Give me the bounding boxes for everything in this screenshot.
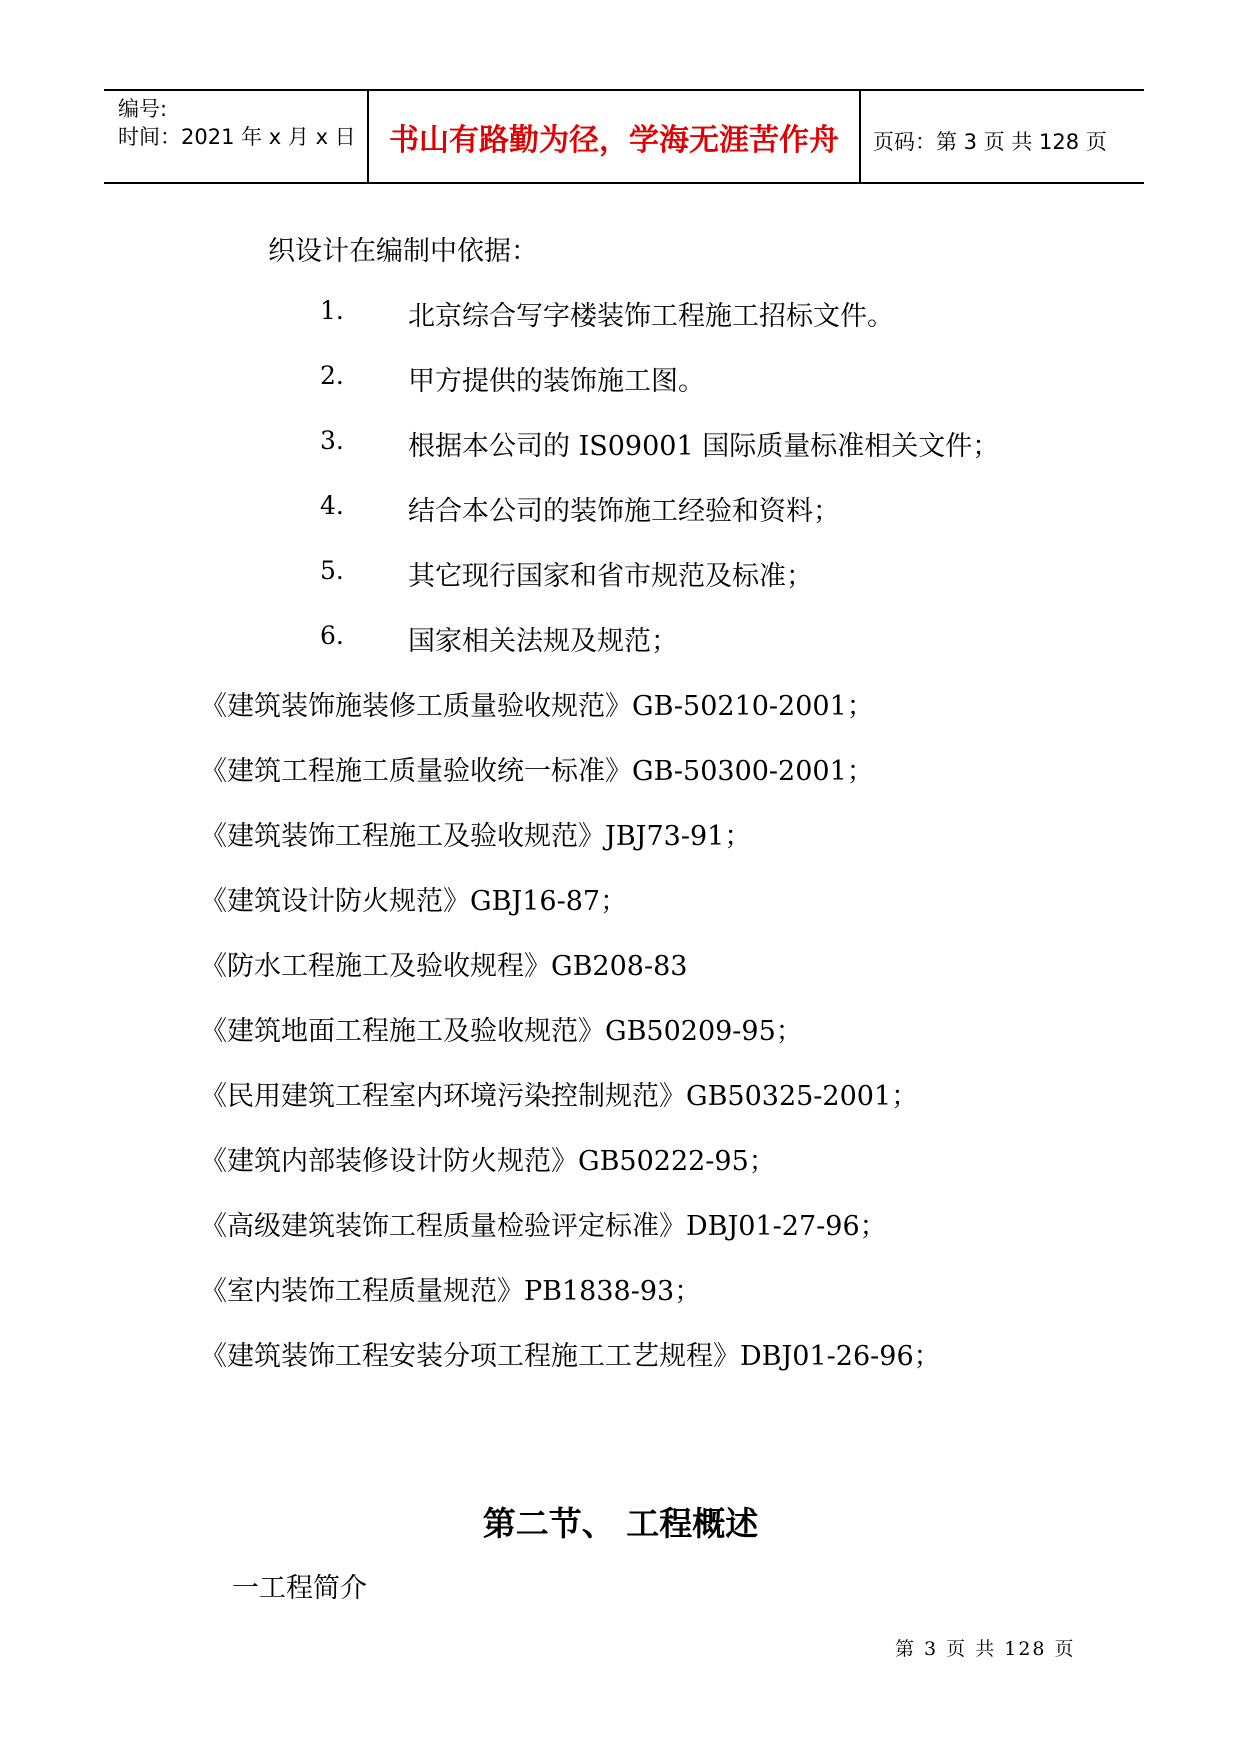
list-item-text: 根据本公司的 IS09001 国际质量标准相关文件； bbox=[408, 431, 1000, 462]
standard-item: 《高级建筑装饰工程质量检验评定标准》DBJ01-27-96； bbox=[200, 1211, 887, 1242]
header-page-info: 页码：第 3 页 共 128 页 bbox=[873, 130, 1107, 154]
standard-item: 《室内装饰工程质量规范》PB1838-93； bbox=[200, 1276, 702, 1307]
header-motto: 书山有路勤为径，学海无涯苦作舟 bbox=[389, 123, 839, 158]
standard-item: 《民用建筑工程室内环境污染控制规范》GB50325-2001； bbox=[200, 1081, 919, 1112]
intro-line: 织设计在编制中依据： bbox=[268, 236, 538, 267]
header-top-rule bbox=[104, 89, 1144, 91]
header-serial-label: 编号: bbox=[118, 97, 168, 121]
list-item-text: 结合本公司的装饰施工经验和资料； bbox=[408, 496, 840, 527]
list-item-text: 北京综合写字楼装饰工程施工招标文件。 bbox=[408, 301, 894, 332]
standard-item: 《建筑设计防火规范》GBJ16-87； bbox=[200, 886, 628, 917]
list-item-number: 6. bbox=[320, 621, 344, 650]
standard-item: 《建筑装饰工程施工及验收规范》JBJ73-91； bbox=[200, 821, 752, 852]
list-item-number: 1. bbox=[320, 296, 344, 325]
page-footer: 第 3 页 共 128 页 bbox=[895, 1638, 1076, 1660]
standard-item: 《建筑地面工程施工及验收规范》GB50209-95； bbox=[200, 1016, 803, 1047]
list-item-text: 其它现行国家和省市规范及标准； bbox=[408, 561, 813, 592]
header-divider-right bbox=[859, 90, 861, 184]
standard-item: 《建筑装饰施装修工质量验收规范》GB-50210-2001； bbox=[200, 691, 874, 722]
list-item-number: 2. bbox=[320, 361, 344, 390]
list-item-number: 3. bbox=[320, 426, 344, 455]
list-item-text: 甲方提供的装饰施工图。 bbox=[408, 366, 705, 397]
header-date: 时间：2021 年 x 月 x 日 bbox=[118, 125, 356, 149]
standard-item: 《建筑内部装修设计防火规范》GB50222-95； bbox=[200, 1146, 776, 1177]
header-divider-left bbox=[367, 90, 369, 184]
standard-item: 《建筑工程施工质量验收统一标准》GB-50300-2001； bbox=[200, 756, 874, 787]
list-item-number: 4. bbox=[320, 491, 344, 520]
subsection-heading: 一工程简介 bbox=[232, 1573, 367, 1604]
section-title: 第二节、 工程概述 bbox=[482, 1504, 759, 1543]
standard-item: 《建筑装饰工程安装分项工程施工工艺规程》DBJ01-26-96； bbox=[200, 1341, 941, 1372]
list-item-number: 5. bbox=[320, 556, 344, 585]
list-item-text: 国家相关法规及规范； bbox=[408, 626, 678, 657]
standard-item: 《防水工程施工及验收规程》GB208-83 bbox=[200, 951, 688, 982]
header-bottom-rule bbox=[104, 182, 1144, 184]
